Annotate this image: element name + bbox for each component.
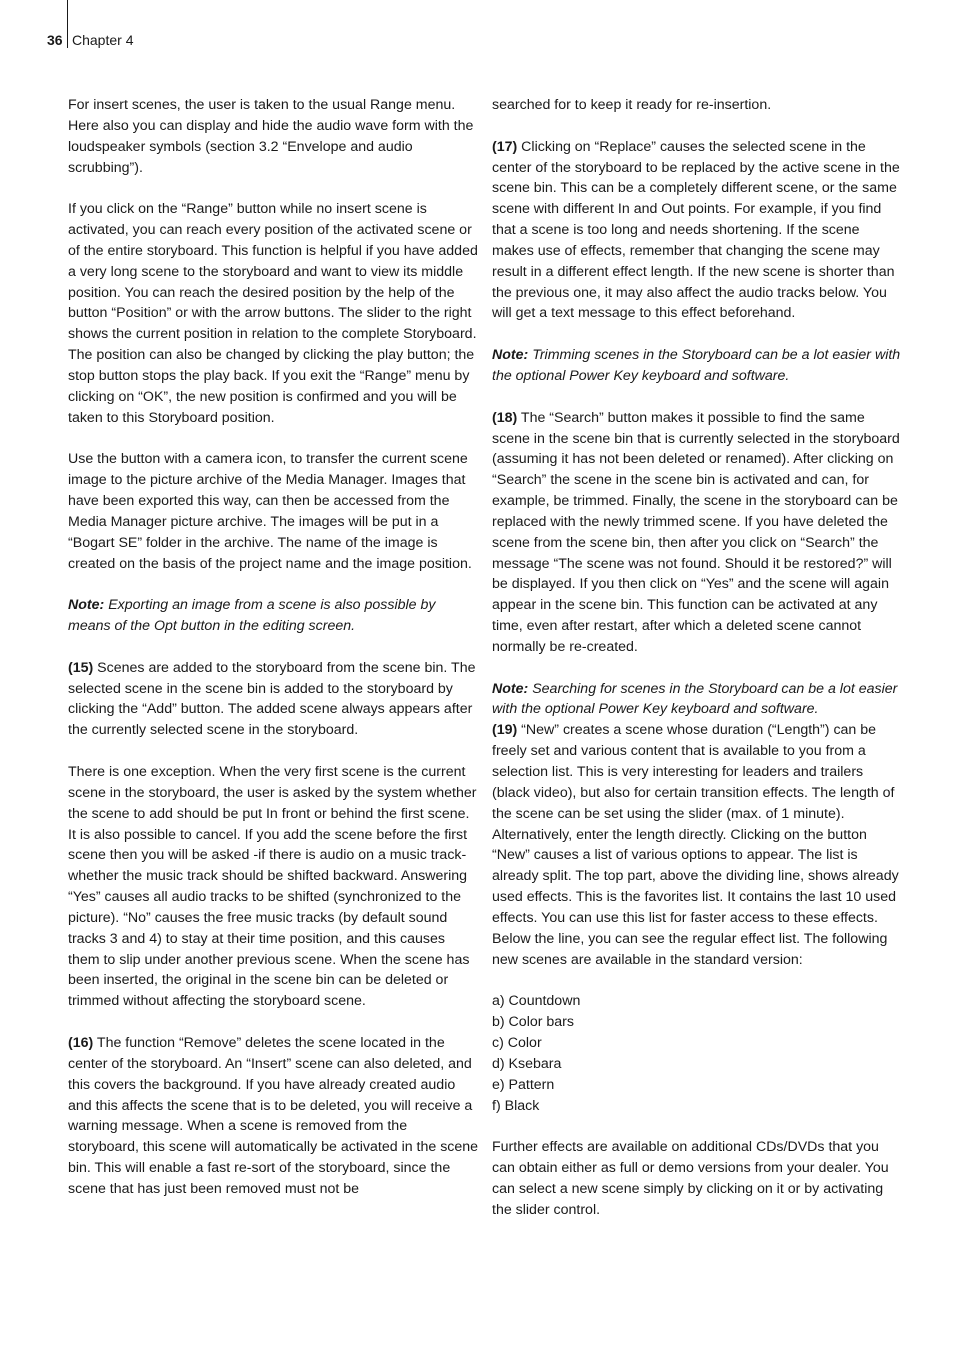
note-label: Note: (492, 680, 529, 697)
list-item: c) Color (492, 1034, 542, 1051)
paragraph-continued: searched for to keep it ready for re-insertion. (492, 97, 772, 113)
paragraph-range-button: If you click on the “Range” button while no insert scene is activated, you can reach every position of the activated scene or of the entire storyboard. This function is helpful if you have added a very long scene to the storyboard and want to view its middle position. You can reach the desired position by the help of the button “Position” or with the arrow buttons. The slider to the right shows the current position in relation to the complete Storyboard. The position can also be changed by clicking the play button; the stop button stops the play back. If you exit the “Range” menu by clicking on “OK”, the new position is confirmed and you will be taken to this Storyboard position. (68, 201, 478, 426)
note-label: Note: (68, 597, 105, 614)
item-text: “New” creates a scene whose duration (“Length”) can be freely set and various content that is available to you from a selection list. This is very interesting for leaders and trailers (black video), but also for certain transition effects. The length of the scene can be set using the slider (max. of 1 minute). Alternatively, enter the length directly. Clicking on the button “New” causes a list of various options to appear. The list is already split. The top part, above the dividing line, shows already used effects. This is the favorites list. It contains the last 10 used effects. You can use this list for faster access to these effects. Below the line, you can see the regular effect list. The following new scenes are available in the standard version: (492, 722, 899, 968)
paragraph-further-effects: Further effects are available on additional CDs/DVDs that you can obtain either as full or demo versions from your dealer. You can select a new scene simply by clicking on it or by activating the slider control. (492, 1139, 889, 1218)
note-searching (492, 679, 904, 721)
list-item: b) Color bars (492, 1014, 575, 1031)
item-number: (17) (492, 138, 518, 155)
new-scenes-list (492, 991, 904, 1116)
note-trimming (492, 345, 904, 387)
item-text: The function “Remove” deletes the scene located in the center of the storyboard. An “Insert” scene can also deleted, and this covers the background. If you have already created audio and this affects the scene that is to be deleted, you will receive a warning message. When a scene is removed from the storyboard, this scene will automatically be activated in the scene bin. This will enable a fast re-sort of the storyboard, since the scene that has just been removed must not be (68, 1034, 479, 1197)
paragraph-16-remove (68, 1033, 480, 1200)
chapter-label: Chapter 4 (72, 32, 134, 48)
paragraph-19-new (492, 720, 904, 970)
note-text: Trimming scenes in the Storyboard can be a lot easier with the optional Power Key keyboard and software. (492, 347, 901, 384)
note-text: Searching for scenes in the Storyboard can be a lot easier with the optional Power Key keyboard and software. (492, 680, 898, 718)
page-number: 36 (47, 32, 63, 48)
paragraph-exception: There is one exception. When the very first scene is the current scene in the storyboard, the user is asked by the system whether the scene to add should be put In front or behind the first scene. It is also possible to cancel. If you add the scene before the first scene then you will be asked -if there is audio on a music track- whether the music track should be shifted backward. Answering “Yes” causes all audio tracks to be shifted (synchronized to the picture). “No” causes the free music tracks (by default sound tracks 3 and 4) to stay at their time position, and this causes them to slip under another previous scene. When the scene has been inserted, the original in the scene bin can be deleted or trimmed without affecting the storyboard scene. (68, 764, 477, 1010)
item-number: (18) (492, 409, 518, 426)
left-column (68, 95, 480, 1200)
paragraph-camera-export: Use the button with a camera icon, to transfer the current scene image to the picture archive of the Media Manager. Images that have been exported this way, can then be accessed from the Media Manager picture archive. The images will be put in a “Bogart SE” folder in the archive. The name of the image is created on the basis of the project name and the image position. (68, 451, 472, 572)
paragraph-17-replace (492, 137, 904, 325)
right-column (492, 95, 904, 1221)
note-label: Note: (492, 347, 529, 364)
item-number: (15) (68, 659, 94, 676)
item-text: Scenes are added to the storyboard from the scene bin. The selected scene in the scene bin is added to the storyboard by clicking the “Add” button. The added scene always appears after the currently selected scene in the storyboard. (68, 659, 476, 739)
paragraph-18-search (492, 408, 904, 658)
item-text: The “Search” button makes it possible to find the same scene in the scene bin that is currently selected in the storyboard (assuming it has not been deleted or renamed). After clicking on “Search” the scene in the scene bin is activated and can, for example, be trimmed. Finally, the scene in the storyboard can be replaced with the newly trimmed scene. If you have deleted the scene from the scene bin, then after you click on “Search” the message “The scene was not found. Should it be restored?” will be displayed. If you then click on “Yes” and the scene will again appear in the scene bin. This function can be activated at any time, even after restart, after which a deleted scene cannot normally be re-created. (492, 409, 900, 655)
list-item: d) Ksebara (492, 1055, 562, 1072)
note-export-image (68, 595, 480, 637)
header-divider (67, 0, 68, 48)
item-number: (16) (68, 1034, 94, 1051)
list-item: f) Black (492, 1097, 540, 1114)
paragraph-15-add (68, 658, 480, 741)
item-number: (19) (492, 722, 518, 739)
paragraph-insert-scenes: For insert scenes, the user is taken to the usual Range menu. Here also you can display and hide the audio wave form with the loudspeaker symbols (section 3.2 “Envelope and audio scrubbing”). (68, 97, 474, 176)
list-item: a) Countdown (492, 993, 581, 1010)
list-item: e) Pattern (492, 1076, 555, 1093)
item-text: Clicking on “Replace” causes the selected scene in the center of the storyboard to be replaced by the active scene in the scene bin. This can be a completely different scene, or the same scene with different In and Out points. For example, if you find that a scene is too long and needs shortening. If the scene makes use of effects, remember that changing the scene may result in a different effect length. If the new scene is shorter than the previous one, it may also affect the audio tracks below. You will get a text message to this effect beforehand. (492, 138, 900, 322)
note-text: Exporting an image from a scene is also possible by means of the Opt button in the editing screen. (68, 597, 436, 635)
